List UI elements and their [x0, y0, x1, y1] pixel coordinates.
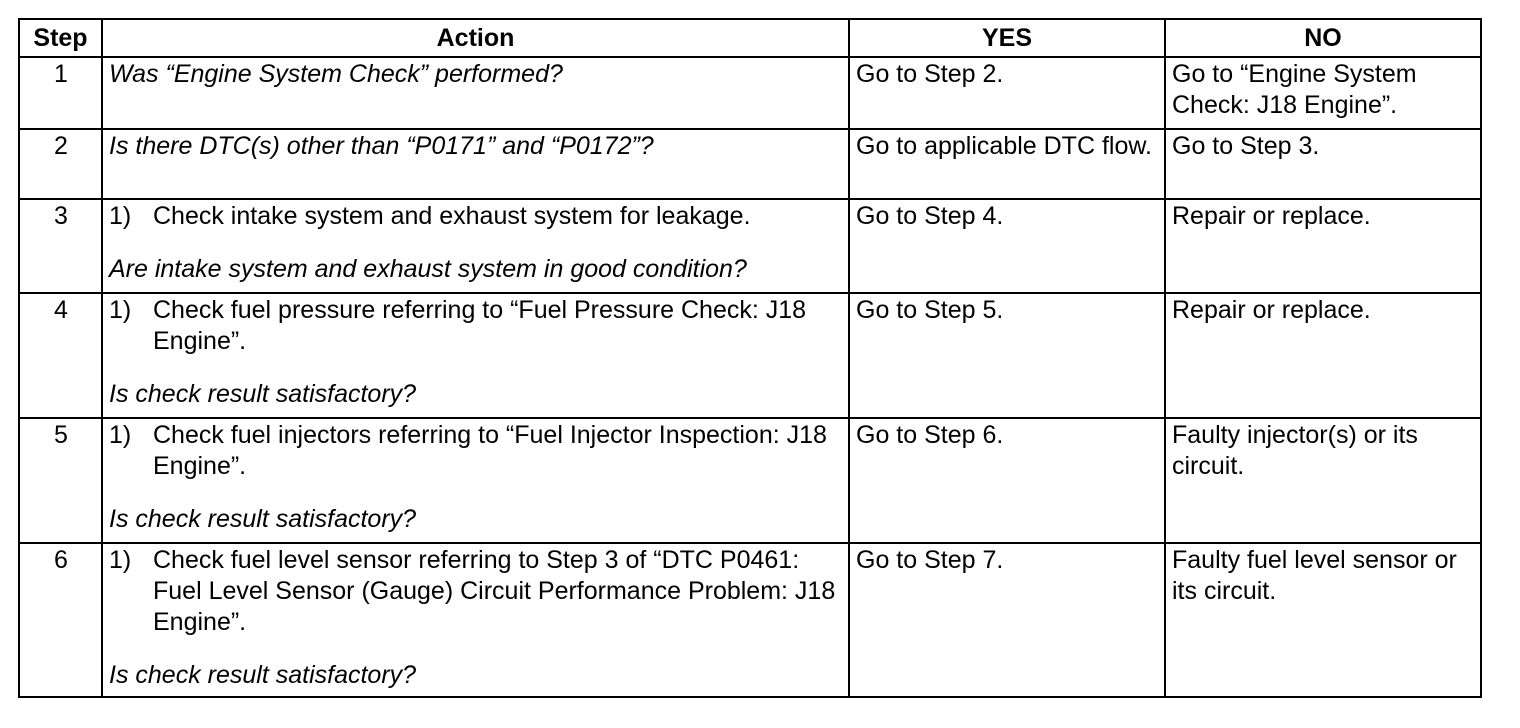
header-action: Action	[102, 19, 849, 57]
diagnostic-flow-table	[18, 18, 1482, 698]
action-item	[109, 420, 843, 482]
action-item-text: Check fuel pressure referring to “Fuel Pressure Check: J18 Engine”.	[153, 296, 807, 355]
action-item	[109, 545, 843, 638]
no-cell: Go to “Engine System Check: J18 Engine”.	[1165, 57, 1481, 129]
action-question: Was “Engine System Check” performed?	[109, 60, 563, 88]
action-item-text: Check fuel level sensor referring to Step 3 of “DTC P0461: Fuel Level Sensor (Gauge) Circuit Performance Problem: J18 Engine”.	[153, 546, 836, 636]
step-number: 1	[19, 57, 102, 129]
yes-cell: Go to Step 6.	[849, 418, 1165, 543]
table-row	[19, 418, 1481, 543]
action-cell	[102, 57, 849, 129]
action-item-number: 1)	[109, 202, 132, 230]
step-number: 4	[19, 293, 102, 418]
step-number: 3	[19, 199, 102, 293]
action-item-number: 1)	[109, 421, 132, 449]
yes-cell: Go to Step 4.	[849, 199, 1165, 293]
table-row	[19, 129, 1481, 199]
step-number: 5	[19, 418, 102, 543]
header-no: NO	[1165, 19, 1481, 57]
yes-cell: Go to Step 7.	[849, 543, 1165, 697]
table-row	[19, 543, 1481, 697]
table-row	[19, 57, 1481, 129]
action-cell	[102, 543, 849, 697]
action-question: Is there DTC(s) other than “P0171” and “P0172”?	[109, 132, 654, 160]
no-cell: Repair or replace.	[1165, 199, 1481, 293]
step-number: 6	[19, 543, 102, 697]
action-question: Is check result satisfactory?	[109, 661, 417, 689]
action-cell	[102, 129, 849, 199]
action-item-number: 1)	[109, 296, 132, 324]
no-cell: Repair or replace.	[1165, 293, 1481, 418]
action-cell	[102, 293, 849, 418]
no-cell: Faulty injector(s) or its circuit.	[1165, 418, 1481, 543]
table-header-row	[19, 19, 1481, 57]
action-question: Is check result satisfactory?	[109, 380, 417, 408]
action-item-text: Check intake system and exhaust system for leakage.	[153, 202, 751, 230]
table-row	[19, 293, 1481, 418]
action-cell	[102, 199, 849, 293]
action-cell	[102, 418, 849, 543]
table-row	[19, 199, 1481, 293]
yes-cell: Go to Step 5.	[849, 293, 1165, 418]
header-yes: YES	[849, 19, 1165, 57]
no-cell: Faulty fuel level sensor or its circuit.	[1165, 543, 1481, 697]
action-item	[109, 201, 843, 232]
yes-cell: Go to Step 2.	[849, 57, 1165, 129]
step-number: 2	[19, 129, 102, 199]
action-item	[109, 295, 843, 357]
action-item-number: 1)	[109, 546, 132, 574]
action-question: Is check result satisfactory?	[109, 505, 417, 533]
header-step: Step	[19, 19, 102, 57]
action-question: Are intake system and exhaust system in good condition?	[109, 255, 747, 283]
yes-cell: Go to applicable DTC flow.	[849, 129, 1165, 199]
action-item-text: Check fuel injectors referring to “Fuel Injector Inspection: J18 Engine”.	[153, 421, 827, 480]
no-cell: Go to Step 3.	[1165, 129, 1481, 199]
